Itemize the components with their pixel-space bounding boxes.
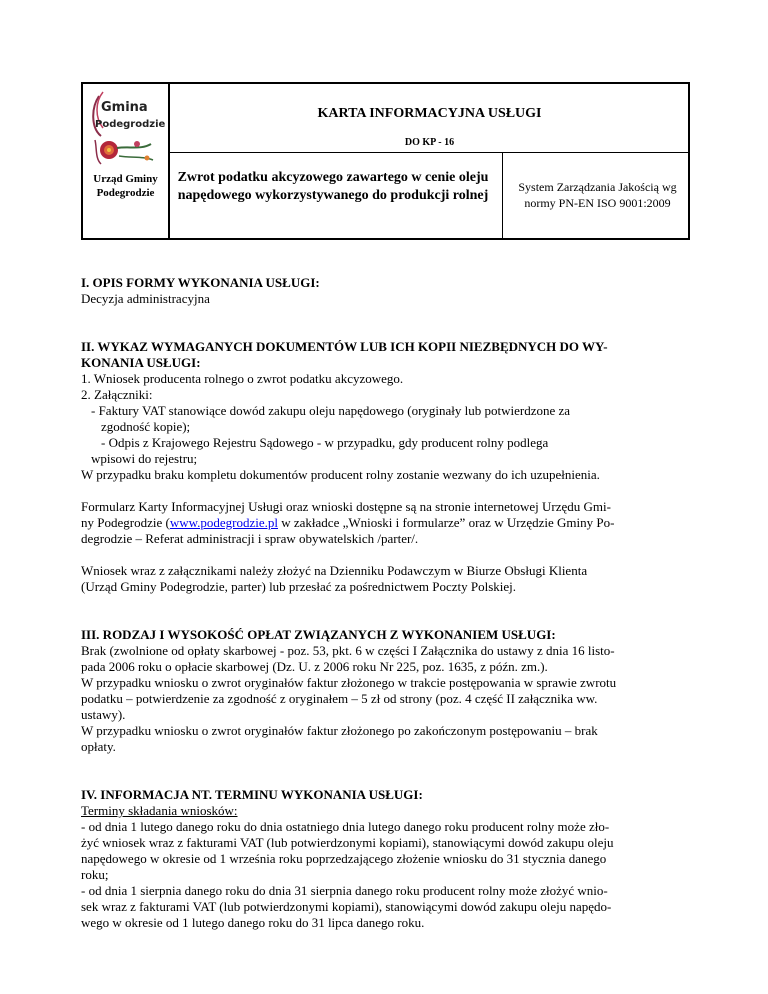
forms-line3: degrodzie – Referat administracji i spraw obywatelskich /parter/. — [81, 531, 419, 546]
section4-heading: IV. INFORMACJA NT. TERMINU WYKONANIA USŁUGI: — [81, 787, 423, 802]
card-code: DO KP - 16 — [404, 137, 455, 148]
logo-subtitle: Podegrodzie — [95, 119, 166, 130]
submit-line2: (Urząd Gminy Podegrodzie, parter) lub przesłać za pośrednictwem Poczty Polskiej. — [81, 579, 516, 594]
section3-line2: pada 2006 roku o opłacie skarbowej (Dz. U. z 2006 roku Nr 225, poz. 1635, z późn. zm.). — [81, 659, 548, 674]
attachment2-line2: wpisowi do rejestru; — [91, 451, 198, 466]
office-name: Urząd Gminy Podegrodzie — [93, 173, 158, 199]
section4-line7: wego w okresie od 1 lutego danego roku do 31 lipca danego roku. — [81, 915, 425, 930]
section4-line4: roku; — [81, 867, 109, 882]
section3-line3: W przypadku wniosku o zwrot oryginałów faktur złożonego w trakcie postępowania w sprawie zwrotu — [81, 675, 617, 690]
attachment1-line1: - Faktury VAT stanowiące dowód zakupu oleju napędowego (oryginały lub potwierdzone za — [91, 403, 571, 418]
logo-title: Gmina — [101, 100, 148, 115]
section3-heading: III. RODZAJ I WYSOKOŚĆ OPŁAT ZWIĄZANYCH Z WYKONANIEM USŁUGI: — [81, 627, 556, 642]
section4-line3: napędowego w okresie od 1 września roku poprzedzającego złożenie wniosku do 31 stycznia danego — [81, 851, 607, 866]
card-title: KARTA INFORMACYJNA USŁUGI — [317, 106, 542, 121]
section2-heading-line1: II. WYKAZ WYMAGANYCH DOKUMENTÓW LUB ICH KOPII NIEZBĘDNYCH DO WY- — [81, 339, 608, 354]
section3-line5: ustawy). — [81, 707, 126, 722]
section4-subheading: Terminy składania wniosków: — [81, 803, 238, 818]
attachment1-line2: zgodność kopie); — [101, 419, 191, 434]
forms-line1: Formularz Karty Informacyjnej Usługi oraz wnioski dostępne są na stronie internetowej Urzędu Gmi- — [81, 499, 611, 514]
attachment2-line1: - Odpis z Krajowego Rejestru Sądowego - w przypadku, gdy producent rolny podlega — [101, 435, 549, 450]
header-divider-right — [502, 152, 503, 238]
section2-item1: 1. Wniosek producenta rolnego o zwrot podatku akcyzowego. — [81, 371, 404, 386]
section2-item2: 2. Załączniki: — [81, 387, 153, 402]
section3-line4: podatku – potwierdzenie za zgodność z oryginałem – 5 zł od strony (poz. 4 część II załącznika ww. — [81, 691, 598, 706]
section3-line7: opłaty. — [81, 739, 116, 754]
section4-line1: - od dnia 1 lutego danego roku do dnia ostatniego dnia lutego danego roku producent rolny może zło- — [81, 819, 610, 834]
section3-line6: W przypadku wniosku o zwrot oryginałów faktur złożonego po zakończonym postępowaniu – brak — [81, 723, 598, 738]
section1-text: Decyzja administracyjna — [81, 291, 210, 306]
section4-line6: sek wraz z fakturami VAT (lub potwierdzonymi kopiami), stanowiącymi dowód zakupu oleju napędo- — [81, 899, 612, 914]
section4-line2: żyć wniosek wraz z fakturami VAT (lub potwierdzonymi kopiami), stanowiącymi dowód zakupu oleju — [81, 835, 614, 850]
section2-heading-line2: KONANIA USŁUGI: — [81, 355, 201, 370]
section1-heading: I. OPIS FORMY WYKONANIA USŁUGI: — [81, 275, 320, 290]
section2-note: W przypadku braku kompletu dokumentów producent rolny zostanie wezwany do ich uzupełnienia. — [81, 467, 600, 482]
forms-line2-b: w zakładce „Wnioski i formularze” oraz w Urzędzie Gminy Po- — [278, 515, 615, 530]
forms-line2-a: ny Podegrodzie ( — [81, 515, 170, 530]
section3-line1: Brak (zwolnione od opłaty skarbowej - poz. 53, pkt. 6 w części I Załącznika do ustawy z dnia 16 listo- — [81, 643, 615, 658]
gmina-logo — [89, 88, 166, 168]
service-title: Zwrot podatku akcyzowego zawartego w cenie oleju napędowego wykorzystywanego do produkcji rolnej — [177, 170, 489, 203]
section4-line5: - od dnia 1 sierpnia danego roku do dnia 31 sierpnia danego roku producent rolny może złożyć wnio- — [81, 883, 608, 898]
forms-line2 — [81, 515, 689, 531]
website-link[interactable]: www.podegrodzie.pl — [169, 515, 278, 530]
quality-system: System Zarządzania Jakością wg normy PN-EN ISO 9001:2009 — [518, 180, 677, 210]
header-divider-mid — [170, 152, 688, 153]
submit-line1: Wniosek wraz z załącznikami należy złożyć na Dzienniku Podawczym w Biurze Obsługi Klienta — [81, 563, 588, 578]
header-table — [81, 82, 690, 240]
document-body — [81, 275, 689, 931]
